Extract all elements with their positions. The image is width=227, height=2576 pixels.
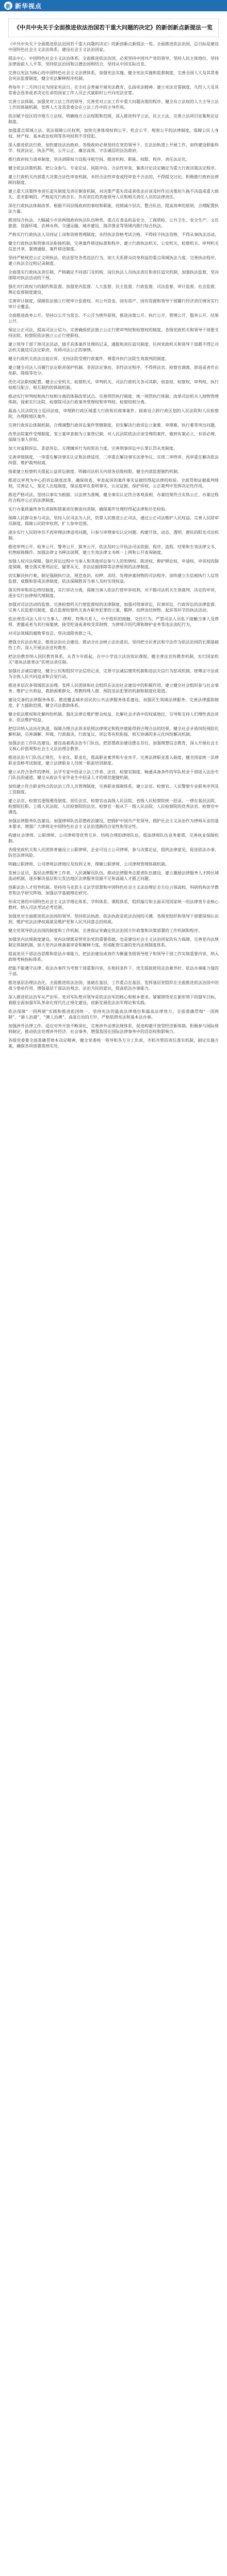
article-item: 加强法治工作队伍建设。建设高素质法治专门队伍。把思想政治建设摆在首位，加强理想信念教育，深入开展社会主义核心价值观和社会主义法治理念教育。 (8, 741, 219, 751)
article-body (0, 41, 227, 1049)
article-item: 探索建立检察机关提起公益诉讼制度。明确司法机关内部各层级权限，健全内部监督制约机制。 (8, 469, 182, 474)
article-item: 深入推进依法行政，加快建设法治政府。各级政府必须坚持在党的领导下、在法治轨道上开展工作，加快建设职能科学、权责法定、执法严明、公开公正、廉洁高效、守法诚信的法治政府。 (8, 143, 219, 153)
article-item: 严格实行行政执法人员持证上岗和资格管理制度，未经执法资格考试合格，不得授予执法资格，不得从事执法活动。 (8, 232, 219, 237)
article-item: 推进严格司法。坚持以事实为根据、以法律为准绳，健全事实认定符合客观真相、办案结果符合实体公正、办案过程符合程序公正的法律制度。 (8, 493, 219, 503)
article-item: 推进法治专门队伍正规化、专业化、职业化，提高职业素养和专业水平。完善法律职业准入制度，健全国家统一法律职业资格考试制度，建立法律职业人员统一职前培训制度。 (8, 755, 219, 766)
article-item: 推行政府权力清单制度，坚决消除权力设租寻租空间。推进机构、职能、权限、程序、责任法定化。 (8, 157, 190, 162)
article-item: 建立行政机关内部重大决策合法性审查机制，未经合法性审查或经审查不合法的，不得提交讨论。积极推行政府法律顾问制度。 (8, 175, 219, 185)
article-item: 建立法官、检察官逐级遴选制度。初任法官、检察官由高级人民法院、省级人民检察院统一招录，一律在基层法院、检察院任职。上级人民法院、人民检察院的法官、检察官一般从下一级人民法院、人民检察院的优秀法官、检察官中遴选。 (8, 799, 219, 815)
article-item: 推进多层次多领域依法治理。发挥人民团体和社会组织在法治社会建设中的积极作用。建立健全社会组织参与社会事务、维护公共利益、救助困难群众、帮教特殊人群、预防违法犯罪的机制和制度化渠道。 (8, 683, 219, 693)
article-item: 改革法院案件受理制度，变立案审查制为立案登记制，对人民法院依法应该受理的案件，做到有案必立、有诉必理，保障当事人诉权。 (8, 432, 219, 442)
article-item: 加强对司法活动的监督。完善检察机关行使监督权的法律制度，加强对刑事诉讼、民事诉讼、行政诉讼的法律监督。完善人民监督员制度，重点监督检察机关查办职务犯罪的立案、羁押、扣押冻结财物、起诉等环节的执法活动。 (8, 602, 219, 613)
article-item: 加强法律服务队伍建设。加强律师队伍思想政治建设，把拥护中国共产党领导、拥护社会主义法治作为律师从业的基本要求，增强广大律师走中国特色社会主义法治道路的自觉性和坚定性。 (8, 819, 219, 829)
article-item: 完善立法体制。加强党对立法工作的领导，完善党对立法工作中重大问题决策的程序。健全有立法权的人大主导立法工作的体制机制，发挥人大及其常委会在立法工作中的主导作用。 (8, 99, 219, 110)
article-item: 建设完备的法律服务体系。推进覆盖城乡居民的公共法律服务体系建设，加强民生领域法律服务。完善法律援助制度，扩大援助范围，健全司法救助体系。 (8, 698, 219, 708)
article-item: 健全依法决策机制。把公众参与、专家论证、风险评估、合法性审查、集体讨论决定确定为重大行政决策法定程序。 (8, 166, 219, 171)
article-item: 深化行政执法体制改革。根据不同层级政府的事权和职能，按照减少层次、整合队伍、提高效率的原则，合理配置执法力量。 (8, 204, 219, 214)
article-item: 完善行政诉讼体制机制，合理调整行政诉讼案件管辖制度，切实解决行政诉讼立案难、审理难、执行难等突出问题。 (8, 423, 219, 428)
article-item: 把法治教育纳入国民教育体系，从青少年抓起，在中小学设立法治知识课程。健全普法宣传教育机制，实行国家机关“谁执法谁普法”的普法责任制。 (8, 654, 219, 665)
article-item: 推进审判公开、检务公开、警务公开、狱务公开，依法及时公开执法司法依据、程序、流程、结果和生效法律文书，杜绝暗箱操作。加强法律文书释法说理，建立生效法律文书统一上网和公开查询制度。 (8, 545, 219, 555)
article-item: 强化对行政权力的制约和监督。加强党内监督、人大监督、民主监督、行政监督、司法监督、审计监督、社会监督、舆论监督制度建设。 (8, 284, 219, 295)
article-item: 保证公正司法，提高司法公信力。完善确保依法独立公正行使审判权和检察权的制度。各级党政机关和领导干部要支持法院、检察院依法独立公正行使职权。 (8, 328, 219, 338)
article-item: 深入推进依法治军从严治军。党对军队绝对领导是依法治军的核心和根本要求。紧紧围绕党在新形势下的强军目标，着眼全面加强军队革命化现代化正规化建设，创新发展依法治军理论和实践。 (8, 995, 219, 1005)
article-item: 依法保障“一国两制”实践和推进祖国统一。坚持宪法的最高法律地位和最高法律效力，全面准确贯彻“一国两制”、“港人治港”、“澳人治澳”、高度自治的方针，严格依照宪法和基本法办事。 (8, 1009, 219, 1020)
article-item: 提高党员干部法治思维和依法办事能力。把法治建设成效作为衡量各级领导班子和领导干部工作实绩重要内容，纳入政绩考核指标体系。 (8, 952, 219, 962)
article-item: 完善审计制度，保障依法独立行使审计监督权。对公共资金、国有资产、国有资源和领导干部履行经济责任情况实行审计全覆盖。 (8, 299, 219, 309)
article-title: 《中共中央关于全面推进依法治国若干重大问题的决定》的新创新点新提法一览 (8, 19, 219, 37)
article-item: 健全党领导依法治国的制度和工作机制，完善保证党确定依法治国方针政策和决策部署的工作机制和程序。 (8, 928, 202, 933)
article-item: 依法赋予设区的市地方立法权。明确地方立法权限和范围，深入推进科学立法、民主立法，完善立法项目征集和论证制度。 (8, 114, 219, 124)
article-item: 保障人民群众参与司法。坚持人民司法为人民，依靠人民推进公正司法，通过公正司法维护人民权益。完善人民陪审员制度，保障公民陪审权利，扩大参审范围。 (8, 516, 219, 526)
article-item: 落实终审和诉讼终结制度，实行诉访分离，保障当事人依法行使申诉权利。对不服司法机关生效裁判、决定的申诉，逐步实行由律师代理制度。 (8, 588, 219, 598)
article-item: 形成完善的中国特色社会主义法学理论体系、学科体系、课程体系，组织编写和全面采用国家统一的法律类专业核心教材，纳入司法考试必考范围。 (8, 900, 219, 910)
article-item: 健全依法维权和化解纠纷机制。强化法律在维护群众权益、化解社会矛盾中的权威地位，引导和支持人们理性表达诉求、依法维护权益。 (8, 712, 219, 722)
app-header (0, 0, 227, 11)
xinhua-logo-icon: 新 (4, 2, 12, 10)
article-item: 切实解决执行难，制定强制执行法，规范查封、扣押、冻结、处理涉案财物的司法程序。加快建立失信被执行人信用监督、威慑和惩戒法律制度，依法保障胜诉当事人及时实现权益。 (8, 573, 219, 584)
article-item: 把信访纳入法治化轨道，保障合理合法诉求依照法律规定和程序就能得到合理合法的结果。健全社会矛盾纠纷预防化解机制，完善调解、仲裁、行政裁决、行政复议、诉讼等有机衔接、相互协调的多元化纠纷解决机制。 (8, 726, 219, 737)
article-item: 最高人民法院设立巡回法庭，审理跨行政区域重大行政和民商事案件。探索设立跨行政区划的人民法院和人民检察院，办理跨地区案件。 (8, 409, 219, 419)
article-item: 健全行政机关依法出庭应诉、支持法院受理行政案件、尊重并执行法院生效裁判的制度。 (8, 357, 169, 361)
article-item: 推进综合执法，大幅减少市县两级政府执法队伍种类，重点在食品药品安全、工商质检、公共卫生、安全生产、文化旅游、资源环境、农林水利、交通运输、城乡建设、海洋渔业等领域内推行综合执法。 (8, 218, 219, 228)
article-item: 加强重点领域立法。依法保障公民权利，加快完善体现权利公平、机会公平、规则公平的法律制度，保障公民人身权、财产权、基本政治权利等各项权利不受侵犯。 (8, 128, 219, 139)
article-item: 加大对虚假诉讼、恶意诉讼、无理缠诉行为的惩治力度。完善刑事诉讼中认罪认罚从宽制度。 (8, 446, 177, 451)
article-item: 坚持严格规范公正文明执法。依法惩处各类违法行为，加大关系群众切身利益的重点领域执法力度。完善执法程序，建立执法全过程记录制度。 (8, 256, 219, 266)
article-item: 加强党内法规制度建设。党内法规既是管党治党的重要依据，也是建设社会主义法治国家的有力保障。完善党内法规制定体制机制，加大党内法规备案审查和解释力度，形成配套完备的党内法规制度体系。 (8, 937, 219, 947)
app-title: 新华视点 (15, 2, 42, 10)
article-item: 《中共中央关于全面推进依法治国若干重大问题的决定》的新创新点新提法一览。全面推进依法治国，总目标是建设中国特色社会主义法治体系，建设社会主义法治国家。 (8, 42, 219, 52)
article-item: 实行办案质量终身负责制和错案责任倒查问责制，确保案件处理经得起法律和历史检验。 (8, 507, 169, 512)
article-item: 依法规范司法人员与当事人、律师、特殊关系人、中介组织的接触、交往行为。严禁司法人员私下接触当事人及律师、泄露或者为其打探案情、接受吃请或者收受其财物、为律师介绍代理和辩护业务等违法违纪行为。 (8, 617, 219, 627)
article-item: 推进基层治理法治化。全面推进依法治国，基础在基层，工作重点在基层。发挥基层党组织在全面推进依法治国中的战斗堡垒作用，增强基层干部法治观念、法治为民的意识，提高依法办事能力。 (8, 980, 219, 991)
article-item: 发展公证员、基层法律服务工作者、人民调解员队伍。推动法律服务志愿者队伍建设。建立激励法律服务人才跨区域流动机制，逐步解决基层和欠发达地区法律服务资源不足和高端人才匮乏问题。 (8, 871, 219, 881)
article-item: 加快建立符合职业特点的法治工作人员管理制度，完善职业保障体系，建立法官、检察官、人民警察专业职务序列及工资制度。 (8, 784, 219, 794)
article-item: 健全行政执法和刑事司法衔接机制，完善案件移送标准和程序，建立行政执法机关、公安机关、检察机关、审判机关信息共享、案情通报、案件移送制度。 (8, 241, 219, 251)
article-item: 建立健全司法人员履行法定职责保护机制。非因法定事由，非经法定程序，不得将法官、检察官调离、辞退或者作出免职、降级等处分。 (8, 365, 219, 376)
article-item: 加强涉外法律工作。适应对外开放不断深化，完善涉外法律法规体系，促进构建开放型经济新体制。积极参与国际规则制定，推动依法处理涉外经济、社会事务，增强我国在国际法律事务中的话语权和影响力。 (8, 1024, 219, 1034)
article-item: 创新法治人才培养机制。坚持用马克思主义法学思想和中国特色社会主义法治理论全方位占领高校、科研机构法学教育和法学研究阵地，加强法学基础理论研究。 (8, 885, 219, 895)
article-item: 全面推进政务公开。坚持以公开为常态、不公开为例外原则，推进决策公开、执行公开、管理公开、服务公开、结果公开。 (8, 313, 219, 324)
article-item: 构建社会律师、公职律师、公司律师等优势互补、结构合理的律师队伍。提高律师队伍业务素质，完善执业保障机制。 (8, 833, 219, 843)
article-item: 增强全民法治观念，推进法治社会建设。推动全社会树立法治意识。坚持把全民普法和守法作为依法治国的长期基础性工作，深入开展法治宣传教育。 (8, 640, 219, 650)
article-item: 完善审级制度，一审重在解决事实认定和法律适用，二审重在解决事实法律争议、实现二审终审，再审重在解决依法纠错、维护裁判权威。 (8, 455, 219, 465)
article-item: 将每年十二月四日定为国家宪法日。在全社会普遍开展宪法教育，弘扬宪法精神。建立宪法宣誓制度，凡经人大及其常委会选举或者决定任命的国家工作人员正式就职时公开向宪法宣誓。 (8, 85, 219, 95)
article-item: 推进以审判为中心的诉讼制度改革，确保侦查、审查起诉的案件事实证据经得起法律的检验。全面贯彻证据裁判规则，完善证人、鉴定人出庭制度，保证庭审在查明事实、认定证据、保护诉权、公正裁判中发挥决定性作用。 (8, 478, 219, 488)
article-item: 加强党对全面推进依法治国的领导。坚持依法执政。依法执政是依法治国的关键。各级党组织和领导干部要深刻认识到，维护宪法法律权威就是维护党和人民共同意志的权威。 (8, 914, 219, 924)
article-item: 各级党委要全面准确贯彻本决定精神，健全党委统一领导和各方分工负责、齐抓共管的责任落实机制，制定实施方案，确保各项部署落到实处。 (8, 1038, 219, 1048)
article-item: 全面落实行政执法责任制，严格确定不同部门及机构、岗位执法人员执法责任和责任追究机制，加强执法监督，坚决排除对执法活动的干预。 (8, 270, 219, 280)
article-item: 提法中心：中国特色社会主义法治体系。全面推进依法治国，必须坚持中国共产党的领导，坚持人民主体地位，坚持法律面前人人平等，坚持依法治国和以德治国相结合，坚持从中国实际出发。 (8, 56, 219, 66)
article-item: 建立从符合条件的律师、法学专家中招录立法工作者、法官、检察官制度，畅通具备条件的军队转业干部进入法治专门队伍的通道，健全从政法专业毕业生中招录人才的规范便捷机制。 (8, 770, 219, 780)
article-item: 建立重大决策终身责任追究制度及责任倒查机制，对决策严重失误或者依法应该及时作出决策但久拖不决造成重大损失、恶劣影响的，严格追究行政首长、负有责任的其他领导人员和相关责任人员的法律责任。 (8, 189, 219, 199)
article-item: 加强人权司法保障。强化诉讼过程中当事人和其他诉讼参与人的知情权、陈述权、辩护辩论权、申请权、申诉权的制度保障。健全落实罪刑法定、疑罪从无、非法证据排除等法律原则的法律制度。 (8, 559, 219, 569)
article-item: 完善以宪法为核心的中国特色社会主义法律体系，加强宪法实施。健全宪法实施和监督制度，完善全国人大及其常委会宪法监督制度，健全宪法解释程序机制。 (8, 71, 219, 81)
article-item: 加强社会诚信建设，健全公民和组织守法信用记录，完善守法诚信褒奖机制和违法失信行为惩戒机制，使尊法守法成为全体人民共同追求和自觉行动。 (8, 669, 219, 679)
article-item: 对司法领域的腐败零容忍，坚决清除害群之马。 (8, 631, 95, 636)
article-item: 明确公职律师、公司律师法律地位及权利义务，理顺公职律师、公司律师管理体制机制。 (8, 862, 169, 867)
article-item: 把能不能遵守法律、依法办事作为考察干部重要内容，在相同条件下，优先提拔使用法治素养好、依法办事能力强的干部。 (8, 966, 219, 976)
article-item: 建立领导干部干预司法活动、插手具体案件处理的记录、通报和责任追究制度。任何党政机关和领导干部都不得让司法机关做违反法定职责、有碍司法公正的事情。 (8, 342, 219, 352)
article-item: 推动实行审判权和执行权相分离的体制改革试点。完善刑罚执行制度，统一刑罚执行体制。改革司法机关人财物管理体制，探索实行法院、检察院司法行政事务管理权和审判权、检察权相分离。 (8, 394, 219, 404)
article-item: 逐步实行人民陪审员不再审理法律适用问题，只参与审理事实认定问题。构建开放、动态、透明、便民的阳光司法机制。 (8, 530, 219, 540)
article-item: 各级党政机关和人民团体普遍设立公职律师，企业可设立公司律师，参与决策论证，提供法律意见，促进依法办事，防范法律风险。 (8, 848, 219, 858)
article-item: 优化司法职权配置。健全公安机关、检察机关、审判机关、司法行政机关各司其职，侦查权、检察权、审判权、执行权相互配合、相互制约的体制机制。 (8, 380, 219, 390)
